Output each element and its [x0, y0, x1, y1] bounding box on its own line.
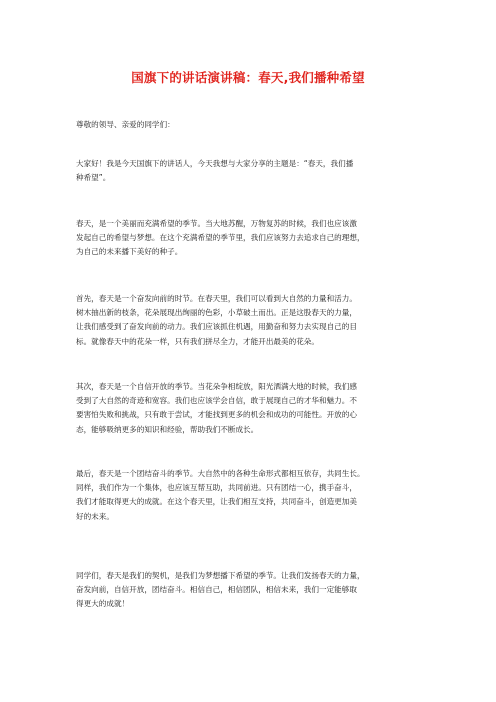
paragraph-line: 得更大的成就！: [76, 599, 130, 609]
salutation: [76, 118, 444, 132]
paragraph-line: 树木抽出新的枝条，花朵展现出绚丽的色彩，小草破土而出。正是这股春天的力量，: [76, 308, 357, 318]
paragraph-line: 我们才能取得更大的成就。在这个春天里，让我们相互支持，共同奋斗，创造更加美: [76, 497, 357, 507]
paragraph-6: [76, 569, 444, 612]
paragraph-line: 奋发向前，自信开放，团结奋斗。相信自己，相信团队，相信未来，我们一定能够取: [76, 585, 357, 595]
paragraph-4: [76, 380, 444, 437]
paragraph-line: 要害怕失败和挑战，只有敢于尝试，才能找到更多的机会和成功的可能性。开放的心: [76, 410, 357, 420]
paragraph-2: [76, 217, 444, 260]
salutation-line: 尊敬的领导、亲爱的同学们：: [76, 120, 175, 129]
paragraph-line: 种希望”。: [76, 173, 111, 183]
paragraph-line: 同样，我们作为一个集体，也应该互帮互助，共同前进。只有团结一心，携手奋斗，: [76, 483, 357, 493]
paragraph-line: 为自己的未来播下美好的种子。: [76, 247, 183, 257]
paragraph-line: 其次，春天是一个自信开放的季节。当花朵争相绽放，阳光洒满大地的时候，我们感: [76, 382, 357, 391]
paragraph-line: 最后，春天是一个团结奋斗的季节。大自然中的各种生命形式都相互依存，共同生长。: [76, 469, 365, 478]
paragraph-line: 让我们感受到了奋发向前的动力。我们应该抓住机遇，用勤奋和努力去实现自己的目: [76, 322, 357, 332]
document-title: 国旗下的讲话演讲稿：春天,我们播种希望: [131, 70, 365, 85]
paragraph-line: 发起自己的希望与梦想。在这个充满希望的季节里，我们应该努力去追求自己的理想，: [76, 233, 365, 243]
paragraph-line: 受到了大自然的奇迹和宽容。我们也应该学会自信，敢于展现自己的才华和魅力。不: [76, 396, 357, 406]
paragraph-line: 态，能够吸纳更多的知识和经验，帮助我们不断成长。: [76, 424, 259, 434]
paragraph-line: 标。就像春天中的花朵一样，只有我们拼尽全力，才能开出最美的花朵。: [76, 336, 319, 346]
paragraph-3: [76, 292, 444, 349]
paragraph-5: [76, 467, 444, 524]
paragraph-line: 大家好！我是今天国旗下的讲话人，今天我想与大家分享的主题是：“春天，我们播: [76, 159, 354, 168]
paragraph-line: 春天，是一个美丽而充满希望的季节。当大地苏醒，万物复苏的时候，我们也应该激: [76, 219, 357, 228]
paragraph-line: 同学们，春天是我们的契机，是我们为梦想播下希望的季节。让我们发扬春天的力量，: [76, 571, 365, 580]
paragraph-line: 首先，春天是一个奋发向前的时节。在春天里，我们可以看到大自然的力量和活力。: [76, 294, 357, 303]
paragraph-1: [76, 157, 444, 185]
paragraph-line: 好的未来。: [76, 511, 114, 521]
